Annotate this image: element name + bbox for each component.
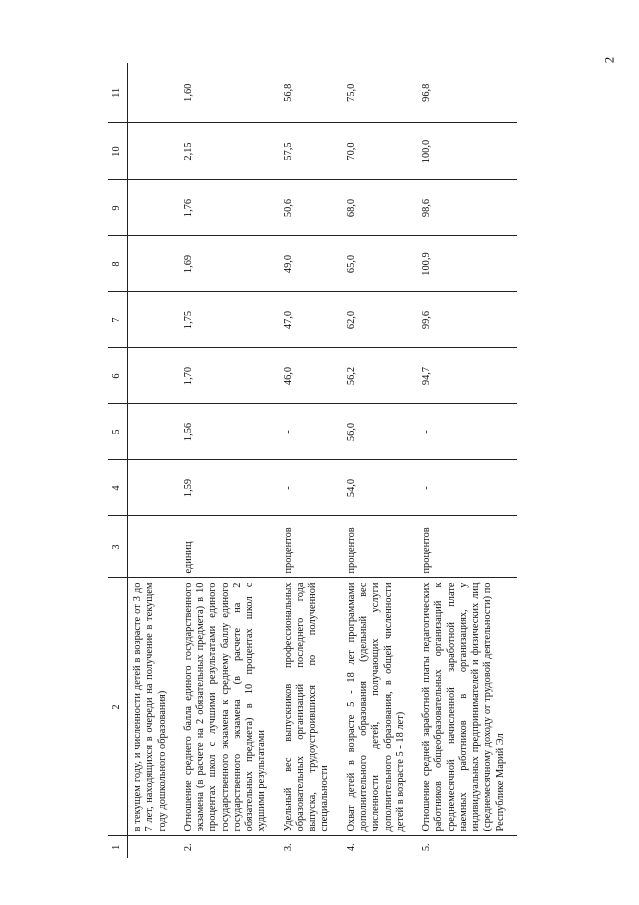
- indicator-value: -: [279, 404, 342, 460]
- indicator-value: 1,56: [179, 404, 279, 460]
- indicator-value: 75,0: [342, 63, 417, 123]
- column-header: 4: [108, 460, 128, 516]
- row-number: 3.: [282, 843, 294, 852]
- indicator-value: [128, 348, 179, 404]
- indicator-value: 70,0: [342, 123, 417, 180]
- column-header: 10: [108, 123, 128, 180]
- indicator-value: 57,5: [279, 123, 342, 180]
- table-row: [342, 63, 417, 858]
- indicator-value: 2,15: [179, 123, 279, 180]
- indicator-value: 100,0: [417, 123, 517, 180]
- indicator-value: [128, 123, 179, 180]
- indicator-value: 47,0: [279, 292, 342, 348]
- indicator-value: 56,8: [279, 63, 342, 123]
- indicator-description: Охват детей в возрасте 5 - 18 лет программами дополнительного образования (удельный вес численности детей, получающих услуги дополнительного образования, в общей численности детей в возрасте 5 - 18 лет): [342, 578, 417, 836]
- indicator-value: 62,0: [342, 292, 417, 348]
- indicator-description: в текущем году, и численности детей в возрасте от 3 до 7 лет, находящихся в очереди на получение в текущем году дошкольного образования): [128, 578, 179, 836]
- table-row: [279, 63, 342, 858]
- column-number-row: [108, 63, 128, 858]
- indicator-value: 98,6: [417, 180, 517, 236]
- indicator-value: 1,69: [179, 236, 279, 292]
- indicator-value: 68,0: [342, 180, 417, 236]
- indicator-value: 1,59: [179, 460, 279, 516]
- indicator-value: 56,2: [342, 348, 417, 404]
- indicator-value: 46,0: [279, 348, 342, 404]
- unit-of-measure: процентов: [417, 516, 517, 578]
- rotated-table-container: [108, 63, 588, 858]
- indicator-description: Отношение средней заработной платы педагогических работников общеобразовательных организаций к среднемесячной начисленной заработной плате наемных работников в организациях, у индивидуальных предпринимателей и физических лиц (среднемесячному доходу от трудовой деятельности) по Республике Марий Эл: [417, 578, 517, 836]
- indicator-value: [128, 180, 179, 236]
- unit-of-measure: единиц: [179, 516, 279, 578]
- indicator-value: 49,0: [279, 236, 342, 292]
- indicator-value: [128, 460, 179, 516]
- column-header: 6: [108, 348, 128, 404]
- column-header: 7: [108, 292, 128, 348]
- page-number: 2: [601, 56, 617, 64]
- indicator-value: [128, 63, 179, 123]
- column-header: 3: [108, 516, 128, 578]
- indicator-value: 99,6: [417, 292, 517, 348]
- row-number: 4.: [345, 843, 357, 852]
- unit-of-measure: процентов: [279, 516, 342, 578]
- indicator-value: -: [417, 404, 517, 460]
- row-number: 2.: [182, 843, 194, 852]
- indicator-value: 56,0: [342, 404, 417, 460]
- column-header: 8: [108, 236, 128, 292]
- indicators-table: [108, 63, 517, 858]
- indicator-value: 65,0: [342, 236, 417, 292]
- column-header: 11: [108, 63, 128, 123]
- indicator-value: 96,8: [417, 63, 517, 123]
- indicator-value: 1,76: [179, 180, 279, 236]
- indicator-description: Удельный вес выпускников профессиональных образовательных организаций последнего года выпуска, трудоустроившихся по полученной специальности: [279, 578, 342, 836]
- indicator-value: 1,75: [179, 292, 279, 348]
- indicator-value: 1,60: [179, 63, 279, 123]
- indicator-value: 1,70: [179, 348, 279, 404]
- unit-of-measure: процентов: [342, 516, 417, 578]
- column-header: 5: [108, 404, 128, 460]
- indicator-value: -: [417, 460, 517, 516]
- column-header: 1: [108, 836, 128, 858]
- row-number: 5.: [421, 843, 433, 852]
- indicator-value: [128, 404, 179, 460]
- column-header: 9: [108, 180, 128, 236]
- table-row: [179, 63, 279, 858]
- table-row: [417, 63, 517, 858]
- indicator-description: Отношение среднего балла единого государственного экзамена (в расчете на 2 обязательных предмета) в 10 процентах школ с лучшими результатами единого государственного экзамена к среднему баллу единого государственного экзамена (в расчете на 2 обязательных предмета) в 10 процентах школ с худшими результатами: [179, 578, 279, 836]
- indicator-value: [128, 292, 179, 348]
- indicator-value: 100,9: [417, 236, 517, 292]
- table-row: [128, 63, 179, 858]
- indicator-value: [128, 236, 179, 292]
- unit-of-measure: [128, 516, 179, 578]
- indicator-value: -: [279, 460, 342, 516]
- indicator-value: 54,0: [342, 460, 417, 516]
- indicator-value: 94,7: [417, 348, 517, 404]
- indicator-value: 50,6: [279, 180, 342, 236]
- row-number: [128, 836, 179, 858]
- column-header: 2: [108, 578, 128, 836]
